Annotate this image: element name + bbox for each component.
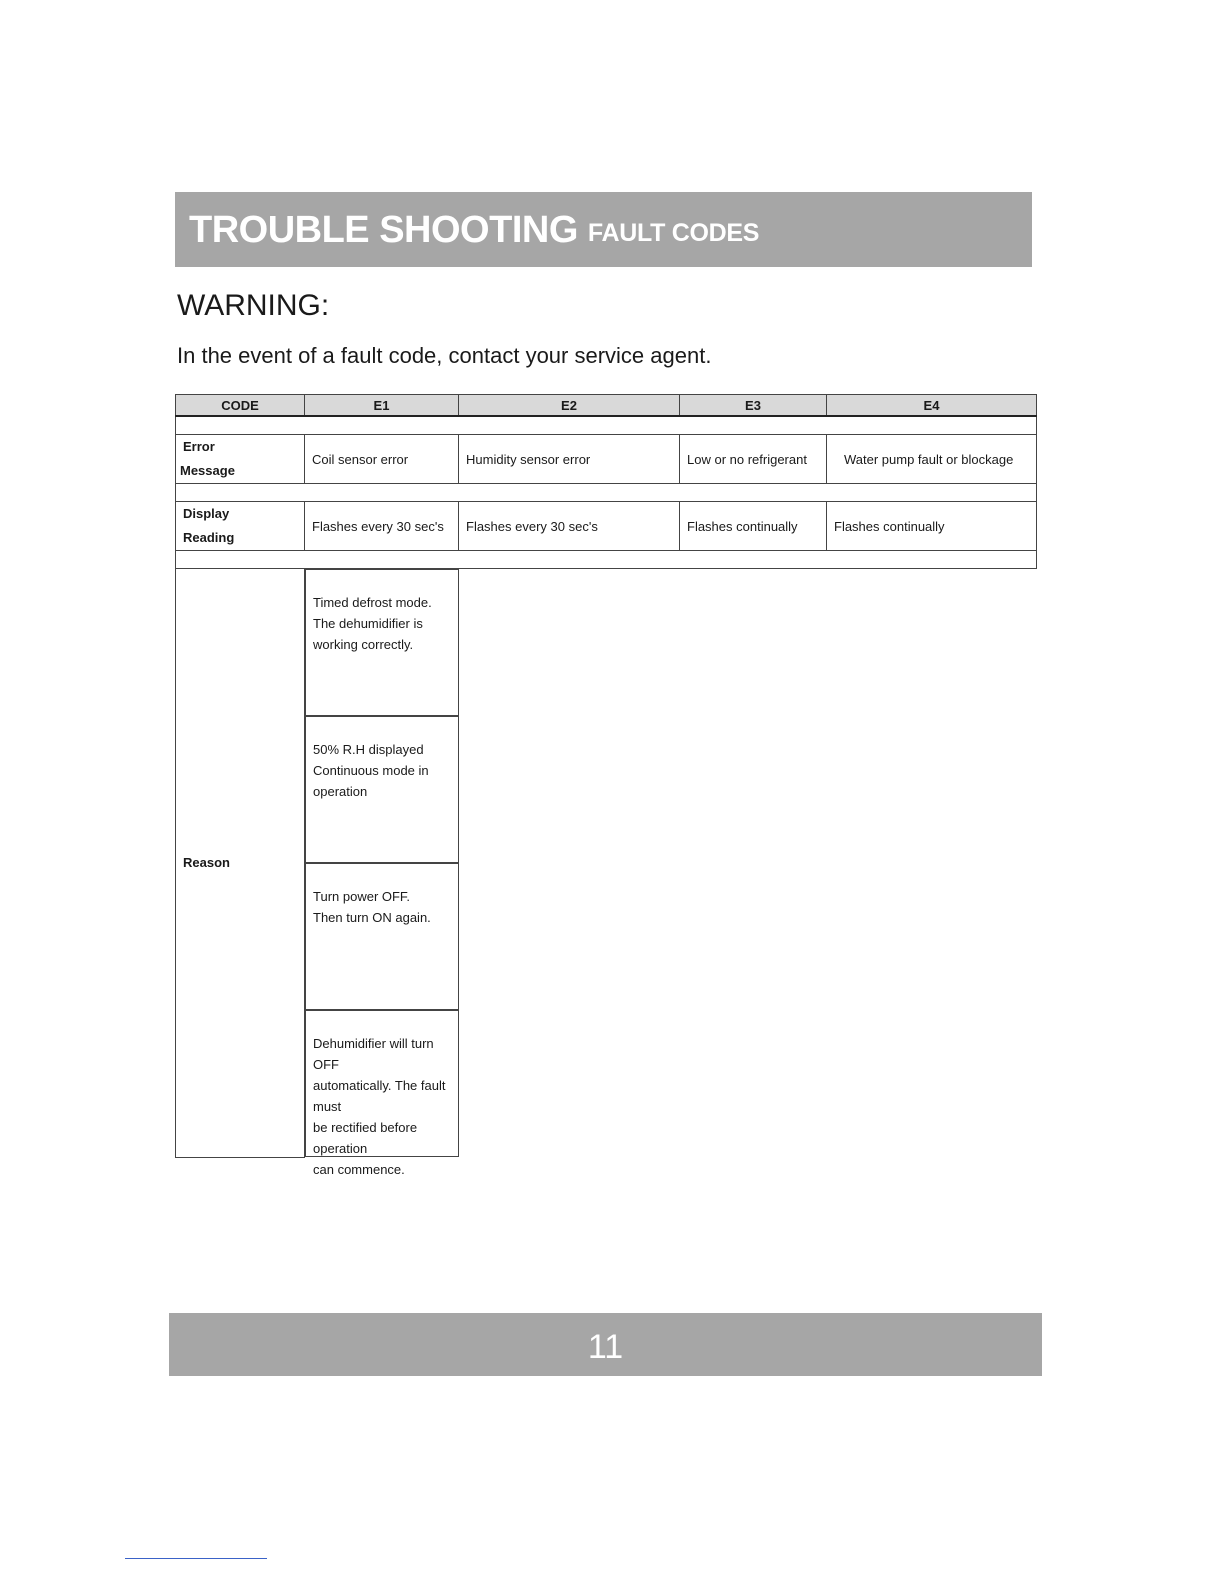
footnote-divider [125, 1558, 267, 1559]
table-cell: Timed defrost mode. The dehumidifier is working correctly. [305, 569, 459, 716]
table-spacer-row [176, 551, 1037, 569]
table-cell: Coil sensor error [305, 435, 459, 484]
section-subtitle: FAULT CODES [587, 219, 760, 247]
table-spacer-row [176, 484, 1037, 502]
warning-heading: WARNING: [177, 289, 330, 322]
table-row-display-reading [176, 502, 1037, 551]
table-row-error-message [176, 435, 1037, 484]
warning-text: In the event of a fault code, contact your service agent. [177, 343, 712, 368]
spacer-cell [176, 484, 1037, 502]
table-spacer-row [176, 416, 1037, 435]
column-header-e2: E2 [459, 395, 680, 417]
column-header-e1: E1 [305, 395, 459, 417]
table-cell: Flashes every 30 sec's [305, 502, 459, 551]
row-label-line: Error [183, 439, 215, 454]
column-header-e3: E3 [680, 395, 827, 417]
table-cell: 50% R.H displayed Continuous mode in operation [305, 716, 459, 863]
row-label-display-reading [176, 502, 305, 551]
table-header-row [176, 395, 1037, 417]
spacer-cell [176, 551, 1037, 569]
table-cell: Water pump fault or blockage [827, 435, 1037, 484]
section-title: TROUBLE SHOOTING [189, 208, 578, 251]
page-number: 11 [587, 1327, 624, 1366]
row-label-line: Message [180, 463, 235, 478]
table-cell: Flashes continually [680, 502, 827, 551]
row-label-error-message [176, 435, 305, 484]
table-cell: Flashes every 30 sec's [459, 502, 680, 551]
fault-code-table [175, 394, 1037, 1177]
spacer-cell [176, 416, 1037, 435]
table-cell: Flashes continually [827, 502, 1037, 551]
table-cell: Dehumidifier will turn OFF automatically. The fault must be rectified before operation can commence. [305, 1010, 459, 1157]
table-cell: Low or no refrigerant [680, 435, 827, 484]
table-cell: Humidity sensor error [459, 435, 680, 484]
column-header-e4: E4 [827, 395, 1037, 417]
section-header-band [175, 192, 1032, 267]
column-header-code: CODE [176, 395, 305, 417]
row-label-line: Reading [183, 530, 235, 545]
row-label-reason: Reason [176, 569, 305, 1158]
page-footer-band [169, 1313, 1042, 1376]
row-label-line: Display [183, 506, 230, 521]
table-cell: Turn power OFF. Then turn ON again. [305, 863, 459, 1010]
table-row-reason [176, 569, 1037, 1158]
